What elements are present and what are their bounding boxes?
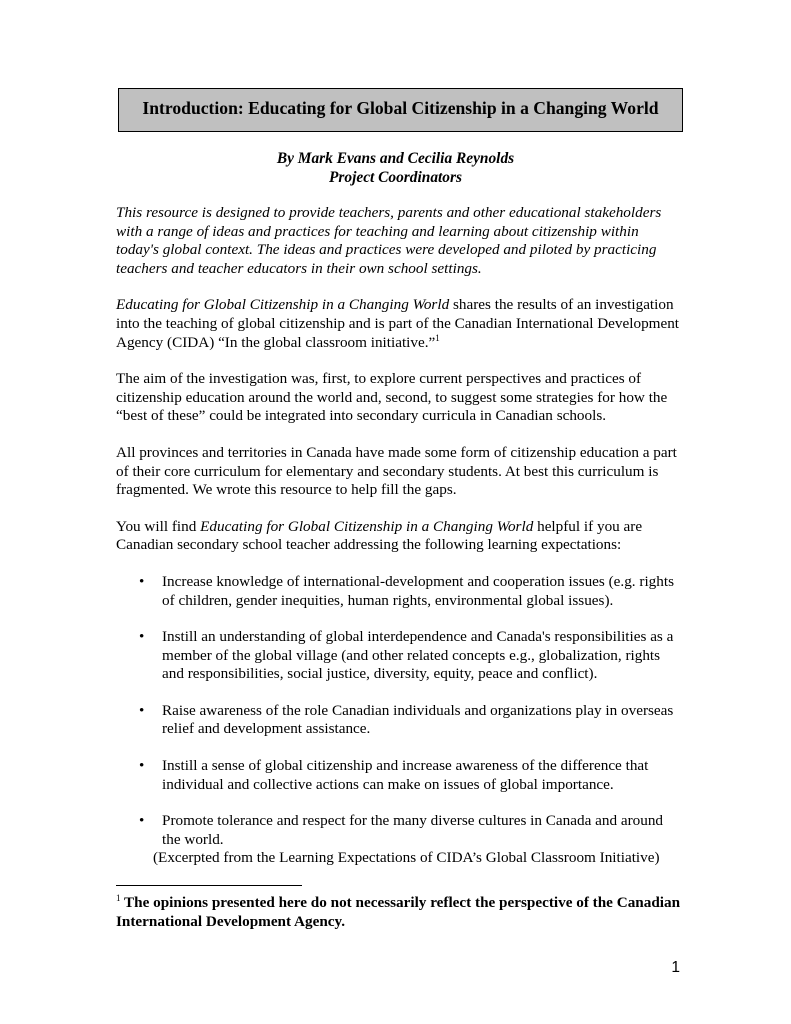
expectations-list xyxy=(116,573,681,850)
list-item-text: Raise awareness of the role Canadian individuals and organizations play in overseas relief and development assistance. xyxy=(162,701,674,738)
byline-authors: By Mark Evans and Cecilia Reynolds xyxy=(276,150,515,167)
bullet-icon: • xyxy=(139,757,145,775)
book-title-ref: Educating for Global Citizenship in a Changing World xyxy=(200,517,534,535)
list-item-text: Instill an understanding of global interdependence and Canada's responsibilities as a member of the global village (and other related concepts e.g., globalization, rights and responsibilities, social justice, diversity, equity, peace and conflict). xyxy=(162,628,674,683)
page-number: 1 xyxy=(671,959,680,976)
excerpt-source-note: (Excerpted from the Learning Expectations of CIDA’s Global Classroom Initiative) xyxy=(153,849,660,867)
footnote-reference[interactable]: 1 xyxy=(435,332,440,343)
list-item xyxy=(116,812,681,849)
body-content xyxy=(116,204,681,868)
paragraph-cida-text: shares the results of an investigation into the teaching of global citizenship and is part of the Canadian International Development Agency (CIDA) “In the global classroom initiative.” xyxy=(116,296,680,351)
bullet-icon: • xyxy=(139,701,145,719)
list-item xyxy=(116,757,681,794)
intro-paragraph: This resource is designed to provide teachers, parents and other educational stakeholders with a range of ideas and practices for teaching and learning about citizenship within today's global context. The ideas and practices were developed and piloted by practicing teachers and teacher educators in their own school settings. xyxy=(116,204,662,277)
paragraph-aim: The aim of the investigation was, first, to explore current perspectives and practices of citizenship education around the world and, second, to suggest some strategies for how the “best of these” could be integrated into secondary curricula in Canadian schools. xyxy=(116,370,668,425)
bullet-icon: • xyxy=(139,572,145,590)
paragraph-provinces: All provinces and territories in Canada have made some form of citizenship education a part of their core curriculum for elementary and secondary students. At best this curriculum is fragmented. We wrote this resource to help fill the gaps. xyxy=(116,443,677,499)
footnote-text: The opinions presented here do not necessarily reflect the perspective of the Canadian International Development Agency. xyxy=(116,894,681,930)
list-item xyxy=(116,573,681,610)
paragraph-cida xyxy=(116,296,681,352)
page-title: Introduction: Educating for Global Citizenship in a Changing World xyxy=(142,98,659,118)
footnote-separator xyxy=(116,885,302,886)
byline xyxy=(0,149,791,187)
paragraph-you-will-find xyxy=(116,518,681,555)
bullet-icon: • xyxy=(139,812,145,830)
bullet-icon: • xyxy=(139,628,145,646)
list-item-text: Instill a sense of global citizenship and increase awareness of the difference that individual and collective actions can make on issues of global importance. xyxy=(162,757,649,793)
list-item-text: Promote tolerance and respect for the many diverse cultures in Canada and around the world. xyxy=(162,812,664,848)
footnote-number: 1 xyxy=(116,892,121,903)
byline-role: Project Coordinators xyxy=(329,169,462,186)
paragraph-you-will-find-start: You will find xyxy=(116,517,201,535)
book-title-ref: Educating for Global Citizenship in a Changing World xyxy=(116,296,450,314)
paragraph-you-will-find-end: helpful if you are Canadian secondary school teacher addressing the following learning expectations: xyxy=(116,517,643,554)
list-item xyxy=(116,702,681,739)
list-item xyxy=(116,628,681,684)
title-box xyxy=(118,88,683,132)
list-item-text: Increase knowledge of international-development and cooperation issues (e.g. rights of children, gender inequities, human rights, environmental global issues). xyxy=(162,572,674,609)
footnote xyxy=(116,894,681,931)
